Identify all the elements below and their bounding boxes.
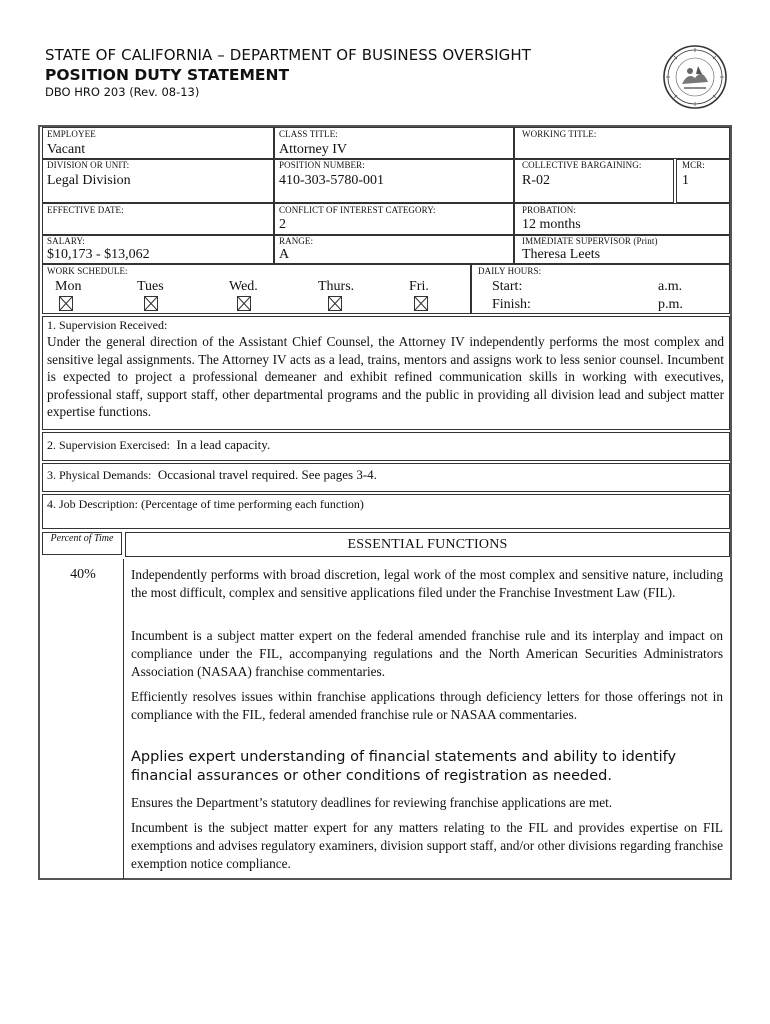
day-thurs: Thurs. — [318, 279, 355, 294]
page-title: POSITION DUTY STATEMENT — [45, 66, 290, 84]
day-mon: Mon — [55, 279, 82, 294]
class-title-value: Attorney IV — [279, 142, 348, 157]
s3-heading: 3. Physical Demands: — [47, 468, 152, 482]
essential-functions-header: ESSENTIAL FUNCTIONS — [125, 532, 730, 557]
form-number: DBO HRO 203 (Rev. 08-13) — [45, 85, 200, 99]
day-fri: Fri. — [409, 279, 429, 294]
function-item: Efficiently resolves issues within franchise applications through deficiency letters for those offerings not in compliance with the FIL, federal amended franchise rule or NASAA commentaries. — [131, 689, 723, 722]
bargaining-value: R-02 — [522, 173, 550, 188]
probation-value: 12 months — [522, 217, 581, 232]
position-number-label: POSITION NUMBER: — [279, 160, 365, 170]
salary-value: $10,173 - $13,062 — [47, 247, 150, 262]
california-state-seal-icon — [662, 44, 728, 110]
employee-value: Vacant — [47, 142, 86, 157]
daily-hours-label: DAILY HOURS: — [478, 266, 542, 276]
start-label: Start: — [492, 279, 523, 294]
probation-label: PROBATION: — [522, 205, 577, 215]
mcr-value: 1 — [682, 173, 689, 188]
finish-pm: p.m. — [658, 297, 683, 312]
mcr-label: MCR: — [682, 160, 705, 170]
salary-label: SALARY: — [47, 236, 85, 246]
wed-checkbox[interactable] — [237, 296, 251, 311]
employee-label: EMPLOYEE — [47, 129, 96, 139]
percent-time-header: Percent of Time — [42, 532, 122, 555]
start-am: a.m. — [658, 279, 683, 294]
conflict-label: CONFLICT OF INTEREST CATEGORY: — [279, 205, 436, 215]
bargaining-label: COLLECTIVE BARGAINING: — [522, 160, 642, 170]
division-value: Legal Division — [47, 173, 131, 188]
mon-checkbox[interactable] — [59, 296, 73, 311]
s1-heading: 1. Supervision Received: — [47, 318, 168, 332]
tues-checkbox[interactable] — [144, 296, 158, 311]
day-wed: Wed. — [229, 279, 258, 294]
percent-value: 40% — [70, 567, 96, 582]
range-value: A — [279, 247, 290, 262]
division-label: DIVISION OR UNIT: — [47, 160, 130, 170]
function-item: Applies expert understanding of financial statements and ability to identify financial assurances or other conditions of registration as needed. — [131, 749, 677, 784]
agency-name: STATE OF CALIFORNIA – DEPARTMENT OF BUSINESS OVERSIGHT — [45, 46, 532, 64]
function-item: Incumbent is the subject matter expert for any matters relating to the FIL and provides expertise on FIL exemptions and advises regulatory examiners, division support staff, and/or other divisions regarding franchise exemption notice compliance. — [131, 820, 723, 871]
conflict-value: 2 — [279, 217, 286, 232]
fri-checkbox[interactable] — [414, 296, 428, 311]
finish-label: Finish: — [492, 297, 531, 312]
thurs-checkbox[interactable] — [328, 296, 342, 311]
range-label: RANGE: — [279, 236, 314, 246]
class-title-label: CLASS TITLE: — [279, 129, 338, 139]
effective-date-label: EFFECTIVE DATE: — [47, 205, 124, 215]
work-schedule-label: WORK SCHEDULE: — [47, 266, 128, 276]
percent-column — [42, 559, 124, 879]
day-tues: Tues — [137, 279, 164, 294]
s3-text: Occasional travel required. See pages 3-4. — [157, 467, 377, 482]
s4-heading: 4. Job Description: (Percentage of time performing each function) — [47, 497, 364, 511]
function-item: Ensures the Department’s statutory deadlines for reviewing franchise applications are met. — [131, 795, 613, 810]
function-item: Independently performs with broad discretion, legal work of the most complex and sensitive nature, including the most difficult, complex and sensitive applications filed under the Franchise Investment Law (FIL). — [131, 567, 723, 600]
position-number-value: 410-303-5780-001 — [279, 173, 384, 188]
working-title-label: WORKING TITLE: — [522, 129, 597, 139]
supervisor-value: Theresa Leets — [522, 247, 601, 262]
s2-heading: 2. Supervision Exercised: — [47, 438, 170, 452]
s1-text: Under the general direction of the Assistant Chief Counsel, the Attorney IV independently performs the most complex and sensitive legal assignments. The Attorney IV acts as a lead, trains, mentors and assigns work to less senior counsel. Incumbent is expected to project a professional demeaner and exhibit refined communication skills in working with executives, professional staff, support staff, other departmental programs and the public in providing all division lead and subject matter expertise functions. — [47, 334, 724, 419]
function-item: Incumbent is a subject matter expert on the federal amended franchise rule and its interplay and impact on compliance under the FIL, accompanying regulations and the North American Securities Administrators Association (NASAA) franchise commentaries. — [131, 628, 723, 679]
supervisor-label: IMMEDIATE SUPERVISOR (Print) — [522, 236, 658, 246]
s2-text: In a lead capacity. — [176, 437, 271, 452]
